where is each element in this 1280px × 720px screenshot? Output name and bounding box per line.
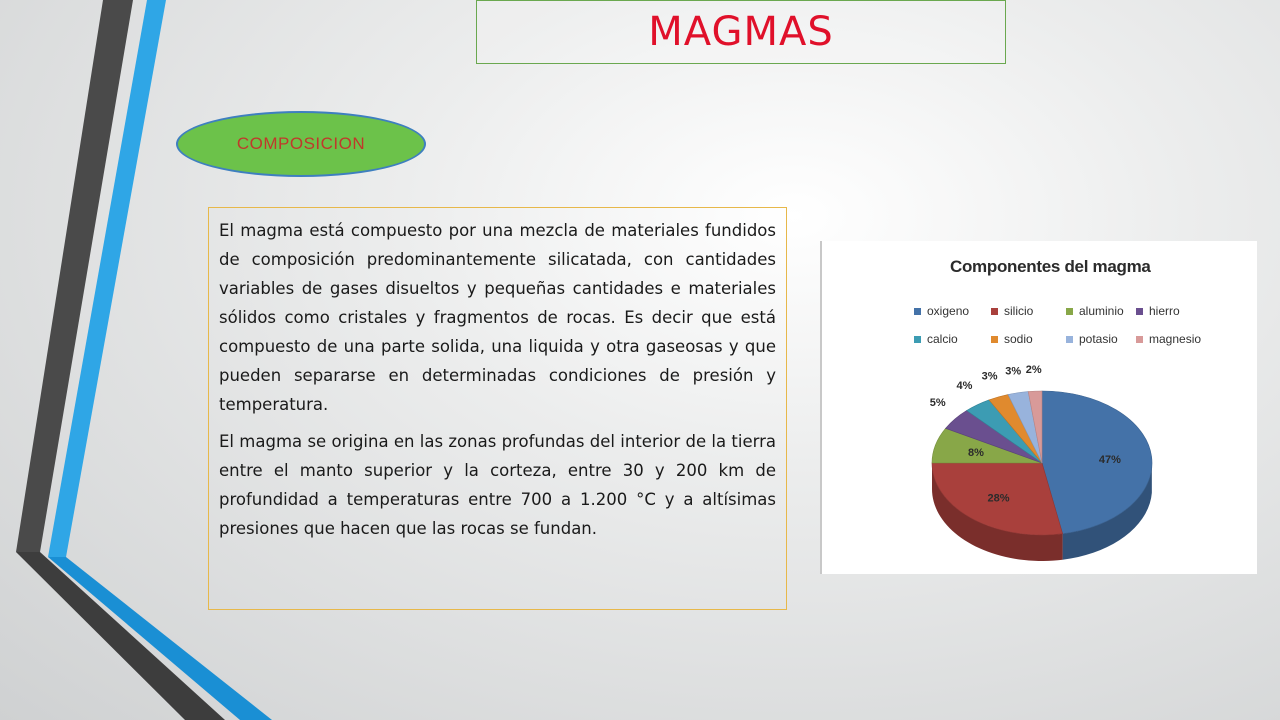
chart-title: Componentes del magma	[950, 257, 1151, 276]
legend-label: silicio	[1004, 304, 1034, 318]
legend-label: oxigeno	[927, 304, 970, 318]
legend-label: calcio	[927, 332, 958, 346]
chart-panel	[820, 241, 1257, 574]
subtitle-text: COMPOSICION	[236, 134, 366, 153]
stripe-dark-bottom	[16, 552, 225, 720]
legend-label: potasio	[1079, 332, 1118, 346]
data-label-sodio: 3%	[981, 370, 998, 383]
slide-title: MAGMAS	[648, 9, 834, 55]
data-label-silicio: 28%	[987, 492, 1010, 505]
body-paragraph-2: El magma se origina en las zonas profundas del interior de la tierra entre el manto superior y la corteza, entre 30 y 200 km de profundidad a temperaturas entre 700 a 1.200 °C y a altísimas presiones que hacen que las rocas se fundan.	[219, 432, 776, 538]
pie-chart	[822, 241, 1257, 574]
legend-label: sodio	[1004, 332, 1033, 346]
data-label-magnesio: 2%	[1025, 363, 1042, 376]
stripe-dark-top	[16, 0, 133, 552]
legend-label: hierro	[1149, 304, 1180, 318]
body-paragraph-1: El magma está compuesto por una mezcla de materiales fundidos de composición predominantemente silicatada, con cantidades variables de gases disueltos y pequeñas cantidades e materiales sólidos como cristales y fragmentos de rocas. Es decir que está compuesto de una parte solida, una liquida y otra gaseosas y que pueden separarse en determinadas condiciones de presión y temperatura.	[219, 221, 776, 414]
legend-label: aluminio	[1079, 304, 1124, 318]
data-label-calcio: 4%	[956, 380, 973, 393]
legend-label: magnesio	[1149, 332, 1202, 346]
title-box	[476, 0, 1006, 64]
data-label-hierro: 5%	[929, 397, 946, 410]
body-text-box	[208, 207, 787, 610]
data-label-oxigeno: 47%	[1098, 453, 1121, 466]
data-label-aluminio: 8%	[967, 446, 984, 459]
data-label-potasio: 3%	[1005, 365, 1022, 378]
stripe-blue-top	[48, 0, 166, 557]
subtitle-pill	[176, 111, 426, 177]
